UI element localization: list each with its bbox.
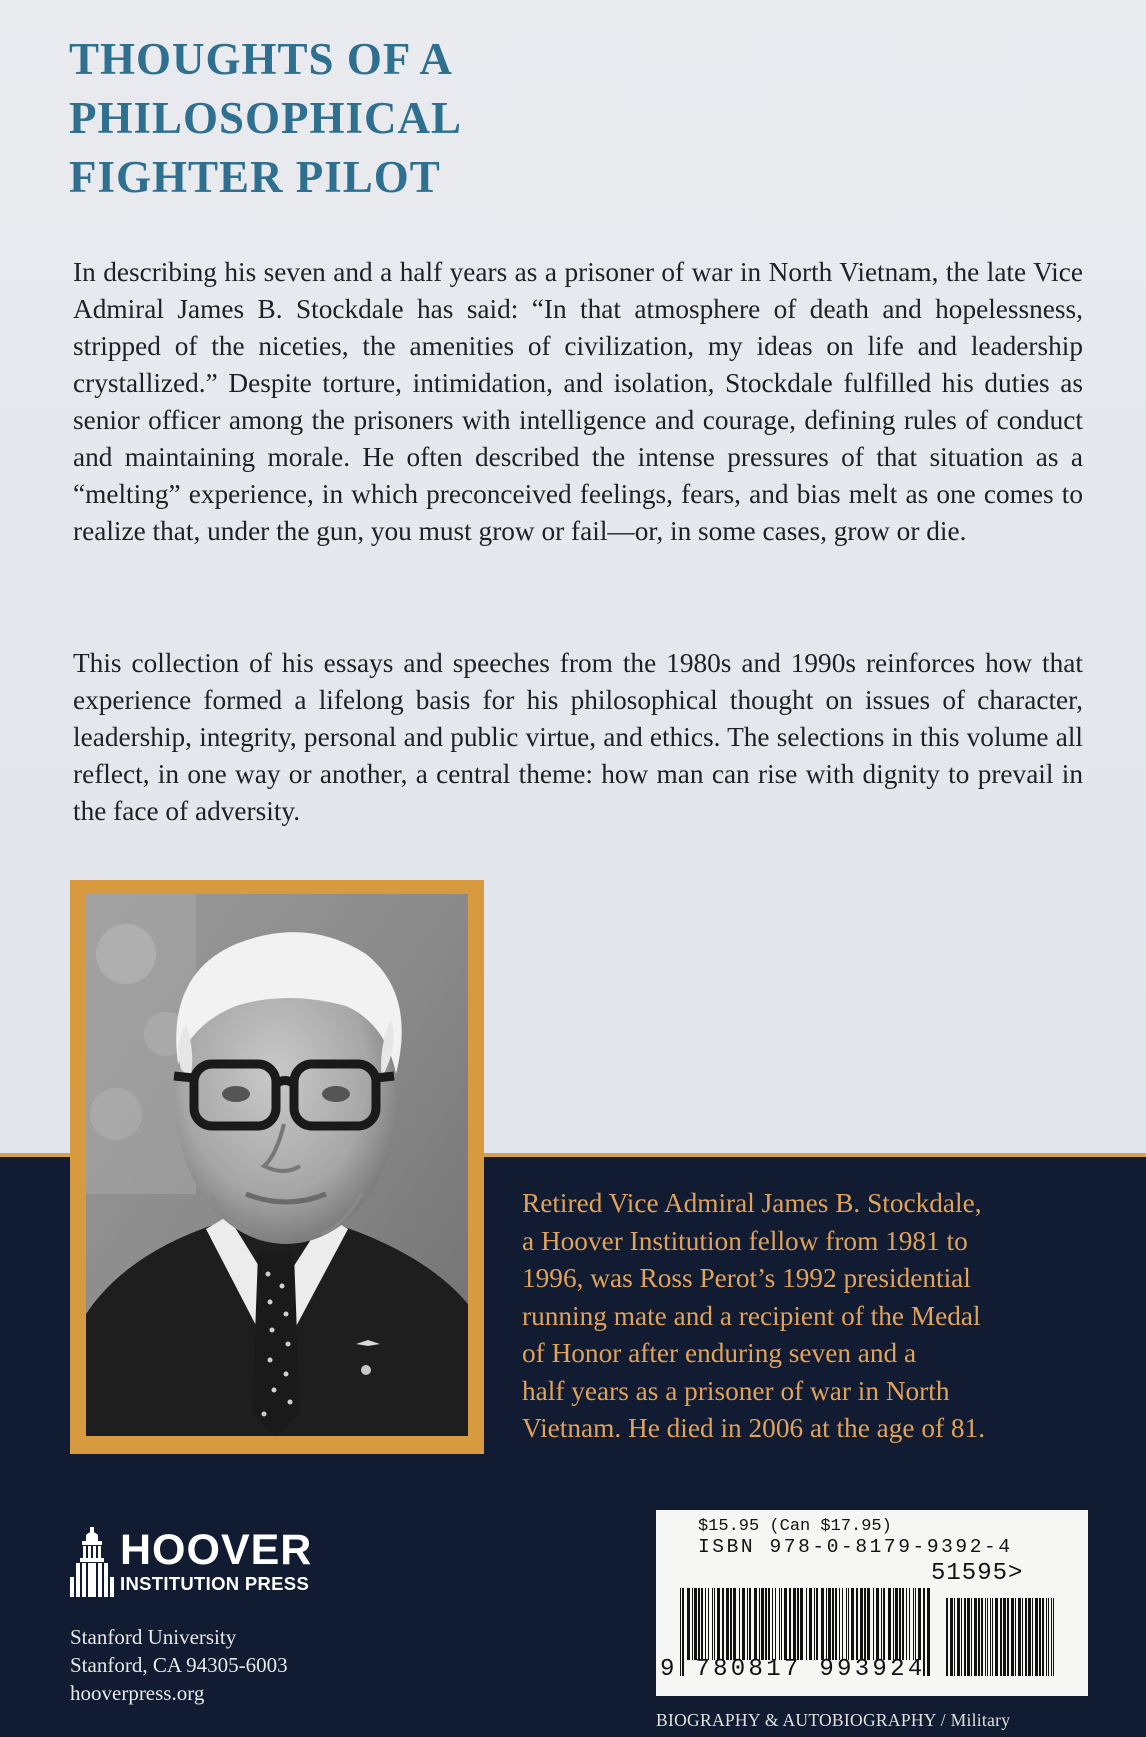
barcode-bar <box>842 1588 843 1660</box>
barcode-addon-bar <box>967 1598 970 1676</box>
barcode-bar <box>749 1588 751 1660</box>
barcode-bar <box>784 1588 787 1660</box>
barcode-addon-bar <box>1003 1598 1006 1676</box>
author-bio <box>522 1185 1082 1448</box>
title-line-3: FIGHTER PILOT <box>69 152 441 202</box>
isbn-text: ISBN 978-0-8179-9392-4 <box>698 1536 1013 1558</box>
barcode-bar <box>906 1588 907 1660</box>
barcode-addon-bar <box>995 1598 998 1676</box>
ean-digits: 9 780817 993924 <box>660 1656 926 1683</box>
barcode-bar <box>772 1588 773 1660</box>
title-line-1: THOUGHTS OF A <box>69 34 453 84</box>
barcode-bar <box>730 1588 732 1660</box>
barcode-addon-bar <box>1032 1598 1033 1676</box>
description-paragraph-1: In describing his seven and a half years as a prisoner of war in North Vietnam, the late Vice Admiral James B. Stockdale has said: “In that atmosphere of death and hopelessness, stripped of the niceties, the amenities of civilization, my ideas on life and leadership crystallized.” Despite torture, intimidation, and isolation, Stockdale fulfilled his duties as senior officer among the prisoners with intelligence and courage, defining rules of conduct and maintaining morale. He often described the intense pressures of that situation as a “melting” experience, in which preconceived feelings, fears, and bias melt as one comes to realize that, under the gun, you must grow or fail—or, in some cases, grow or die. <box>73 257 1083 546</box>
barcode-bar <box>814 1588 815 1660</box>
book-category: BIOGRAPHY & AUTOBIOGRAPHY / Military <box>656 1710 1011 1730</box>
barcode-bar <box>826 1588 827 1660</box>
barcode-addon-bar <box>1048 1598 1049 1676</box>
barcode-bar <box>918 1588 921 1660</box>
address-line-1: Stanford University <box>70 1625 237 1649</box>
barcode-bar <box>793 1588 796 1660</box>
barcode-bar <box>701 1588 703 1660</box>
barcode-bar <box>779 1588 780 1660</box>
barcode-bar <box>712 1588 713 1660</box>
barcode-addon-bar <box>1011 1598 1014 1676</box>
barcode-addon-bar <box>1000 1598 1002 1676</box>
barcode-bar <box>860 1588 863 1660</box>
barcode-bar <box>848 1588 849 1660</box>
barcode-bar <box>739 1588 740 1660</box>
publisher-imprint: INSTITUTION PRESS <box>120 1573 310 1594</box>
description-paragraph-2: This collection of his essays and speeches from the 1980s and 1990s reinforces how that experience formed a lifelong basis for his philosophical thought on issues of character, leadership, integrity, personal and public virtue, and ethics. The selections in this volume all reflect, in one way or another, a central theme: how man can rise with dignity to prevail in the face of adversity. <box>73 648 1083 826</box>
barcode-bar <box>902 1588 904 1660</box>
barcode-bar <box>733 1588 736 1660</box>
barcode-bar <box>692 1588 693 1660</box>
barcode-addon-bar <box>1042 1598 1044 1676</box>
barcode-bar <box>867 1588 870 1660</box>
barcode-addon-bar <box>954 1598 955 1676</box>
barcode-bar <box>895 1588 898 1660</box>
barcode-addon-bar <box>1046 1598 1047 1676</box>
barcode-bar <box>851 1588 854 1660</box>
barcode-addon-bar <box>1007 1598 1009 1676</box>
publisher-logo <box>70 1527 360 1597</box>
barcode-bar <box>768 1588 770 1660</box>
barcode-addon-bar <box>990 1598 991 1676</box>
barcode-addon-bar <box>950 1598 953 1676</box>
barcode-bar <box>876 1588 879 1660</box>
barcode-bar <box>759 1588 760 1660</box>
bio-line-6: half years as a prisoner of war in North <box>522 1375 950 1406</box>
barcode-addon-bar <box>957 1598 960 1676</box>
author-photo <box>86 894 468 1436</box>
barcode-addon-bar <box>1015 1598 1016 1676</box>
hoover-tower-icon <box>70 1527 114 1597</box>
barcode-addon-bar <box>974 1598 977 1676</box>
barcode-bar <box>809 1588 812 1660</box>
barcode-addon-bar <box>964 1598 966 1676</box>
barcode-bar <box>705 1588 706 1660</box>
barcode-bar <box>888 1588 891 1660</box>
barcode-bar <box>687 1588 690 1660</box>
publisher-name: HOOVER <box>120 1526 313 1574</box>
barcode-bar <box>883 1588 885 1660</box>
barcode-bar <box>821 1588 824 1660</box>
barcode-bar <box>717 1588 720 1660</box>
barcode-bar <box>835 1588 837 1660</box>
barcode-addon-bar <box>1035 1598 1038 1676</box>
barcode-addon-bar <box>978 1598 980 1676</box>
barcode-addon-bar <box>1053 1598 1054 1676</box>
bio-line-1: Retired Vice Admiral James B. Stockdale, <box>522 1188 982 1218</box>
barcode-addon-bar <box>1051 1598 1052 1676</box>
price-text: $15.95 (Can $17.95) <box>698 1517 892 1536</box>
barcode-bar <box>722 1588 724 1660</box>
bio-line-2: a Hoover Institution fellow from 1981 to <box>522 1225 968 1256</box>
barcode-addon-bar <box>1025 1598 1027 1676</box>
barcode-bar <box>846 1588 847 1660</box>
barcode-addon-bar <box>1022 1598 1023 1676</box>
barcode-bar <box>714 1588 715 1660</box>
barcode-addon-bar <box>992 1598 993 1676</box>
title-line-2: PHILOSOPHICAL <box>69 93 463 143</box>
barcode-bar <box>789 1588 791 1660</box>
barcode-bar <box>742 1588 745 1660</box>
barcode-addon-bar <box>987 1598 988 1676</box>
publisher-address <box>70 1623 288 1707</box>
bio-line-4: running mate and a recipient of the Medal <box>522 1300 981 1331</box>
barcode-addon-bar <box>1028 1598 1031 1676</box>
barcode-bar <box>839 1588 840 1660</box>
bio-line-3: 1996, was Ross Perot’s 1992 presidential <box>522 1263 971 1293</box>
barcode-bar <box>806 1588 807 1660</box>
book-title <box>69 30 462 207</box>
barcode-bar <box>698 1588 700 1660</box>
barcode-bar <box>913 1588 914 1660</box>
barcode-bar <box>881 1588 882 1660</box>
barcode-bar <box>909 1588 910 1660</box>
barcode-bar <box>797 1588 799 1660</box>
barcode-bar <box>708 1588 709 1660</box>
barcode-addon-bar <box>971 1598 972 1676</box>
barcode-bar <box>864 1588 866 1660</box>
barcode-bar <box>832 1588 834 1660</box>
barcode-addon-bar <box>981 1598 983 1676</box>
barcode-bar <box>899 1588 901 1660</box>
barcode-bar <box>856 1588 858 1660</box>
barcode-bar <box>765 1588 767 1660</box>
barcode-bar <box>781 1588 782 1660</box>
barcode-addon-bar <box>985 1598 986 1676</box>
author-portrait-icon <box>86 894 468 1436</box>
bio-line-7: Vietnam. He died in 2006 at the age of 81. <box>522 1413 986 1443</box>
barcode-addon-bar <box>1039 1598 1041 1676</box>
barcode-addon-bar <box>961 1598 962 1676</box>
barcode-bar <box>754 1588 757 1660</box>
barcode-bar <box>761 1588 764 1660</box>
barcode-bar <box>893 1588 894 1660</box>
barcode-bar <box>873 1588 874 1660</box>
barcode-addon-bar <box>1018 1598 1021 1676</box>
barcode-bar <box>828 1588 831 1660</box>
barcode-bar <box>747 1588 748 1660</box>
barcode-bar <box>726 1588 729 1660</box>
barcode-bar <box>800 1588 803 1660</box>
barcode-bar <box>915 1588 916 1660</box>
address-line-2: Stanford, CA 94305-6003 <box>70 1653 288 1677</box>
barcode-bar <box>816 1588 818 1660</box>
barcode-bar <box>694 1588 697 1660</box>
bio-line-5: of Honor after enduring seven and a <box>522 1338 917 1368</box>
barcode-addon-bar <box>946 1598 948 1676</box>
barcode-bar <box>927 1588 930 1676</box>
author-photo-frame <box>70 880 484 1454</box>
barcode-label <box>656 1510 1088 1696</box>
barcode-bar <box>775 1588 776 1660</box>
price-addon-code: 51595> <box>931 1560 1024 1587</box>
publisher-website: hooverpress.org <box>70 1681 205 1705</box>
